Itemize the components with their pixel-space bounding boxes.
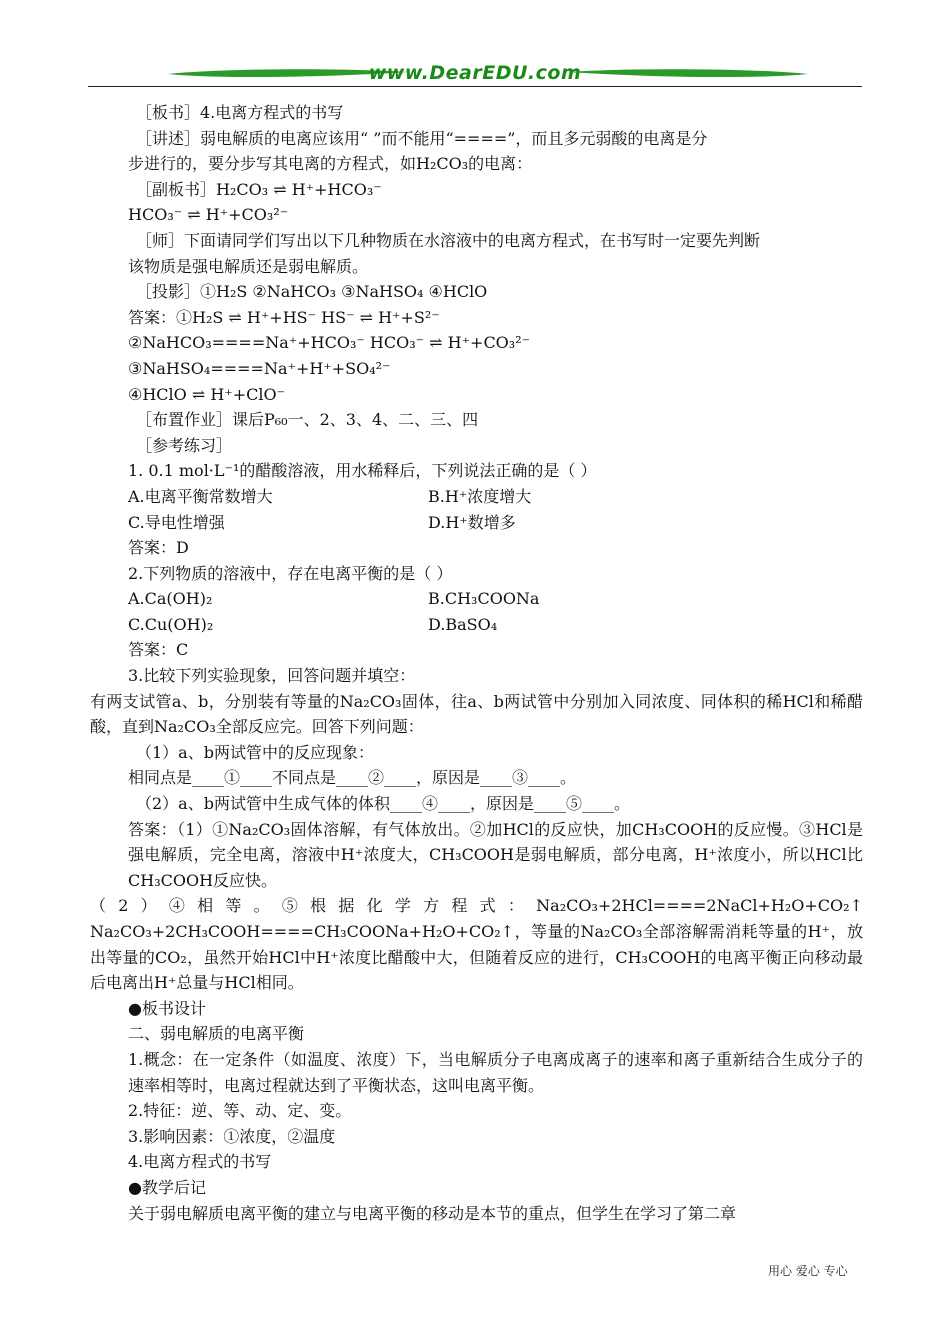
q2-option-d: D.BaSO₄ — [428, 614, 498, 634]
section-heading: ●板书设计 — [128, 998, 206, 1018]
q3-answer-2: （2）④相等。⑤根据化学方程式：Na₂CO₃+2HCl====2NaCl+H₂O+CO₂↑ Na₂CO₃+2CH₃COOH====CH₃COONa+H₂O+CO₂↑，等量的Na₂CO₃全部溶解需消耗等量的H⁺，放出等量的CO₂，虽然开始HCl中H⁺浓度比醋酸中大，但随着反应的进行，CH₃COOH的电离平衡正向移动最后电离出H⁺总量与HCl相同。 — [90, 896, 863, 993]
text-line: ③NaHSO₄====Na⁺+H⁺+SO₄²⁻ — [128, 358, 391, 378]
right-swoosh-decoration — [568, 68, 808, 80]
text-line: ［师］下面请同学们写出以下几种物质在水溶液中的电离方程式，在书写时一定要先判断 — [136, 230, 761, 250]
text-line: ［参考练习］ — [136, 435, 233, 455]
question-3-stem: 有两支试管a、b，分别装有等量的Na₂CO₃固体，往a、b两试管中分别加入同浓度、同体积的稀HCl和稀醋酸，直到Na₂CO₃全部反应完。回答下列问题： — [90, 691, 863, 737]
text-line: 该物质是强电解质还是弱电解质。 — [128, 256, 369, 276]
question-3-part-1: （1）a、b两试管中的反应现象： — [136, 742, 374, 762]
text-line: ［布置作业］课后P₆₀一、2、3、4、二、三、四 — [136, 410, 479, 430]
question-2: 2.下列物质的溶液中，存在电离平衡的是（ ） — [128, 563, 453, 583]
text-line: 4.电离方程式的书写 — [128, 1152, 272, 1172]
text-line: 3.影响因素：①浓度，②温度 — [128, 1126, 336, 1146]
page-header — [88, 58, 862, 92]
section-heading: ●教学后记 — [128, 1177, 206, 1197]
text-line: 2.特征：逆、等、动、定、变。 — [128, 1101, 352, 1121]
text-line: ②NaHCO₃====Na⁺+HCO₃⁻ HCO₃⁻ ⇌ H⁺+CO₃²⁻ — [128, 333, 531, 353]
text-line: ［讲述］弱电解质的电离应该用“ ”而不能用“====”，而且多元弱酸的电离是分 — [136, 128, 708, 148]
question-3-part-2: （2）a、b两试管中生成气体的体积____④____，原因是____⑤____。 — [136, 794, 630, 814]
q1-options-row-1 — [128, 484, 863, 510]
page-footer: 用心 爱心 专心 — [768, 1264, 848, 1278]
text-line: ④HClO ⇌ H⁺+ClO⁻ — [128, 384, 286, 404]
concept-paragraph: 1.概念：在一定条件（如温度、浓度）下，当电解质分子电离成离子的速率和离子重新结合生成分子的速率相等时，电离过程就达到了平衡状态，这叫电离平衡。 — [128, 1049, 863, 1095]
q2-answer: 答案：C — [128, 640, 189, 660]
text-line: 答案：①H₂S ⇌ H⁺+HS⁻ HS⁻ ⇌ H⁺+S²⁻ — [128, 307, 440, 327]
q1-option-b: B.H⁺浓度增大 — [428, 486, 532, 506]
question-3-blanks-1: 相同点是____①____不同点是____②____，原因是____③____。 — [128, 768, 577, 788]
q2-options-row-2 — [128, 612, 863, 638]
document-body — [90, 100, 863, 1226]
q1-option-c: C.导电性增强 — [128, 512, 225, 532]
question-1: 1. 0.1 mol·L⁻¹的醋酸溶液，用水稀释后，下列说法正确的是（ ） — [128, 461, 597, 481]
text-line: ［投影］①H₂S ②NaHCO₃ ③NaHSO₄ ④HClO — [136, 282, 488, 302]
text-line: ［板书］4.电离方程式的书写 — [136, 103, 344, 122]
site-logo: www.DearEDU.com — [368, 62, 582, 84]
q2-option-a: A.Ca(OH)₂ — [128, 589, 213, 609]
q3-answer-1: 答案：（1）①Na₂CO₃固体溶解，有气体放出。②加HCl的反应快，加CH₃COOH的反应慢。③HCl是强电解质，完全电离，溶液中H⁺浓度大，CH₃COOH是弱电解质，部分电离，H⁺浓度小，所以HCl比CH₃COOH反应快。 — [128, 819, 863, 890]
q1-options-row-2 — [128, 510, 863, 536]
text-line: 步进行的，要分步写其电离的方程式，如H₂CO₃的电离： — [128, 154, 533, 174]
q1-option-d: D.H⁺数增多 — [428, 512, 516, 532]
q2-option-c: C.Cu(OH)₂ — [128, 614, 214, 634]
q2-option-b: B.CH₃COONa — [428, 589, 540, 609]
text-line: ［副板书］H₂CO₃ ⇌ H⁺+HCO₃⁻ — [136, 179, 382, 199]
text-line: HCO₃⁻ ⇌ H⁺+CO₃²⁻ — [128, 205, 289, 225]
header-rule — [88, 86, 862, 87]
section-title: 二、弱电解质的电离平衡 — [128, 1024, 305, 1044]
text-line: 关于弱电解质电离平衡的建立与电离平衡的移动是本节的重点，但学生在学习了第二章 — [128, 1203, 737, 1223]
q2-options-row-1 — [128, 586, 863, 612]
question-3: 3.比较下列实验现象，回答问题并填空： — [128, 666, 416, 686]
q1-option-a: A.电离平衡常数增大 — [128, 486, 273, 506]
q1-answer: 答案：D — [128, 538, 189, 558]
